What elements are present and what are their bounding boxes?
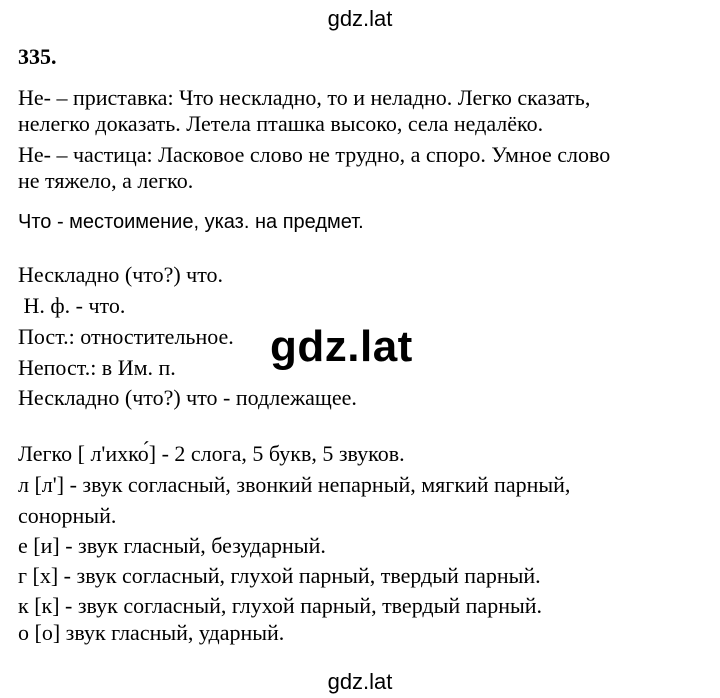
header-watermark: gdz.lat — [327, 6, 393, 31]
text-line-7: Н. ф. - что. — [18, 293, 126, 318]
footer-watermark: gdz.lat — [327, 669, 393, 694]
text-line-8: Пост.: отностительное. — [18, 324, 234, 349]
center-watermark: gdz.lat — [270, 322, 413, 371]
text-line-12: л [л'] - звук согласный, звонкий непарный, мягкий парный, — [18, 472, 571, 497]
text-line-9: Непост.: в Им. п. — [18, 355, 176, 380]
text-line-17: о [о] звук гласный, ударный. — [18, 620, 285, 645]
text-line-13: сонорный. — [18, 503, 117, 528]
text-line-14: е [и] - звук гласный, безударный. — [18, 533, 326, 558]
text-line-11: Легко [ л'ихко́] - 2 слога, 5 букв, 5 звуков. — [18, 441, 405, 466]
text-line-1: Не- – приставка: Что нескладно, то и неладно. Легко сказать, — [18, 85, 591, 110]
text-line-3: Не- – частица: Ласковое слово не трудно, а споро. Умное слово — [18, 142, 611, 167]
text-line-5: Что - местоимение, указ. на предмет. — [18, 211, 364, 233]
text-line-10: Нескладно (что?) что - подлежащее. — [18, 385, 357, 410]
text-line-4: не тяжело, а легко. — [18, 168, 194, 193]
exercise-number: 335. — [18, 44, 57, 69]
text-line-15: г [х] - звук согласный, глухой парный, твердый парный. — [18, 563, 541, 588]
text-line-6: Нескладно (что?) что. — [18, 262, 224, 287]
text-line-16: к [к] - звук согласный, глухой парный, твердый парный. — [18, 593, 543, 618]
text-line-2: нелегко доказать. Летела пташка высоко, села недалёко. — [18, 111, 544, 136]
